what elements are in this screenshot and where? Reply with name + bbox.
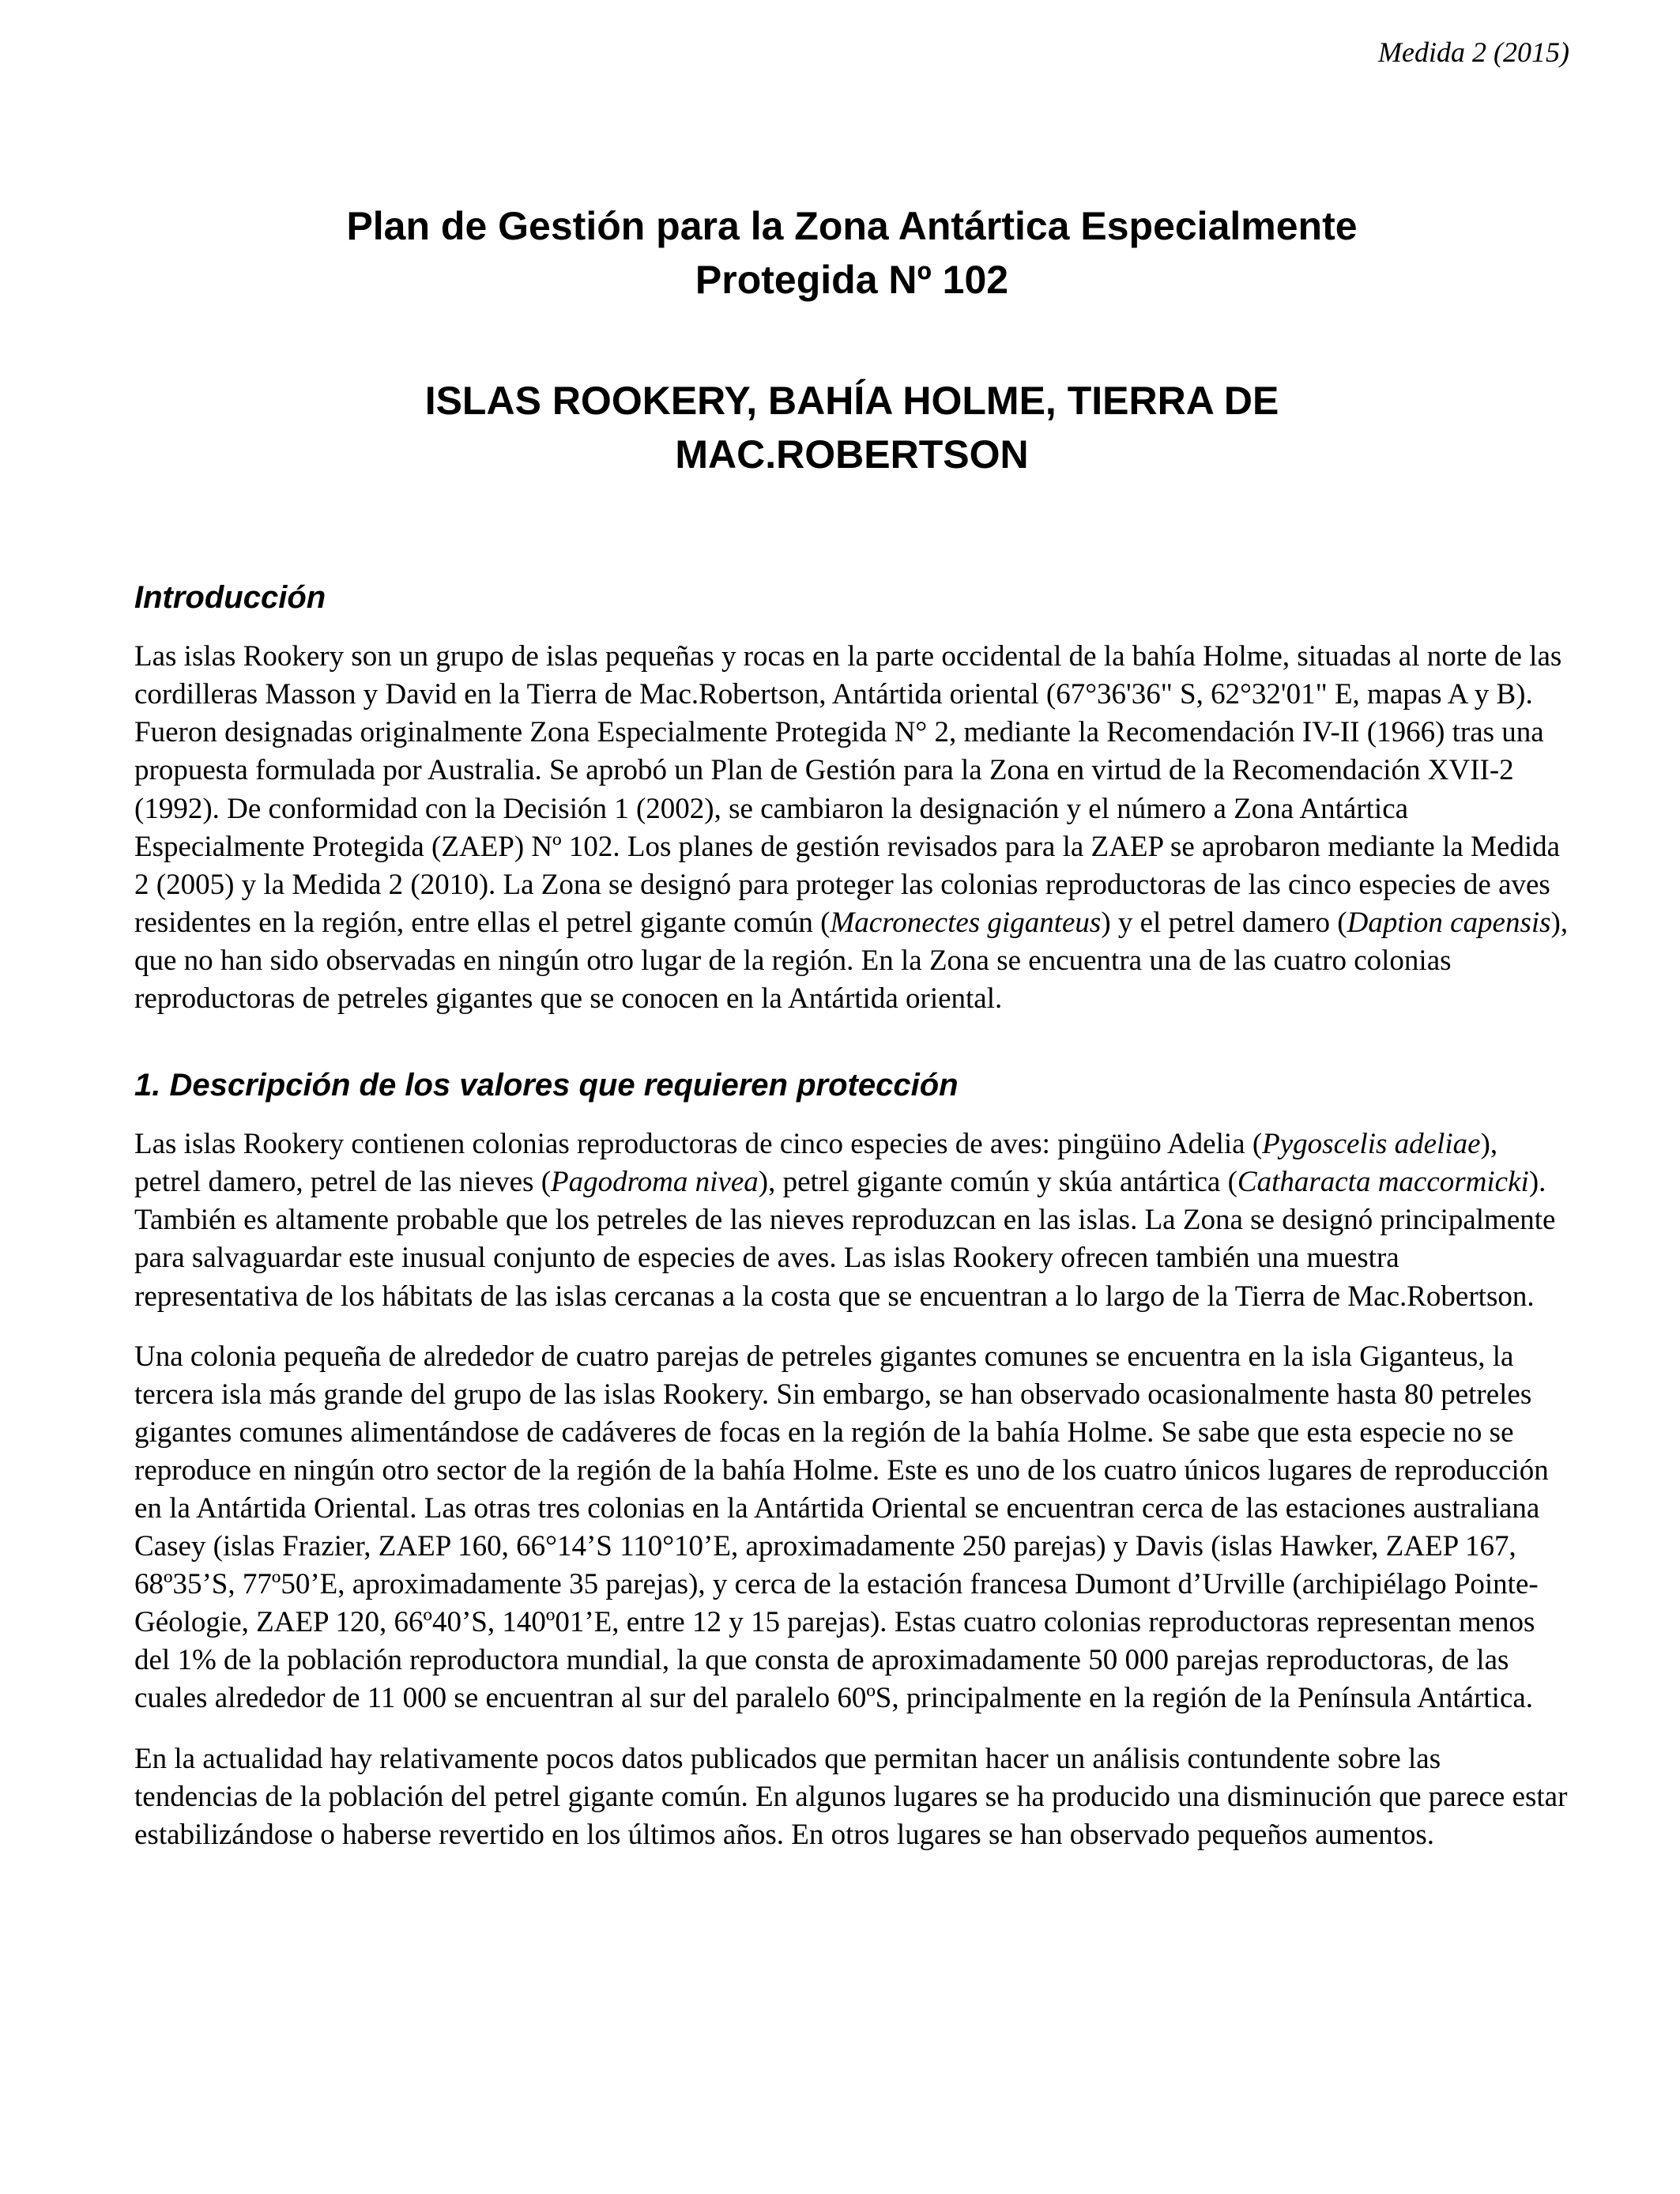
header-citation: Medida 2 (2015) [1378, 36, 1569, 68]
document-subtitle: ISLAS ROOKERY, BAHÍA HOLME, TIERRA DE MAC.ROBERTSON [424, 379, 1279, 477]
section-heading-values: 1. Descripción de los valores que requieren protección [134, 1068, 959, 1103]
section-introduction [134, 578, 1569, 1018]
paragraph: Las islas Rookery son un grupo de islas pequeñas y rocas en la parte occidental de la bahía Holme, situadas al norte de las cordilleras Masson y David en la Tierra de Mac.Robertson, Antártida oriental (67°36'36" S, 62°32'01" E, mapas A y B). Fueron designadas originalmente Zona Especialmente Protegida N° 2, mediante la Recomendación IV-II (1966) tras una propuesta formulada por Australia. Se aprobó un Plan de Gestión para la Zona en virtud de la Recomendación XVII-2 (1992). De conformidad con la Decisión 1 (2002), se cambiaron la designación y el número a Zona Antártica Especialmente Protegida (ZAEP) Nº 102. Los planes de gestión revisados para la ZAEP se aprobaron mediante la Medida 2 (2005) y la Medida 2 (2010). La Zona se designó para proteger las colonias reproductoras de las cinco especies de aves residentes en la región, entre ellas el petrel gigante común (Macronectes giganteus) y el petrel damero (Daption capensis), que no han sido observadas en ningún otro lugar de la región. En la Zona se encuentra una de las cuatro colonias reproductoras de petreles gigantes que se conocen en la Antártida oriental. [134, 640, 1569, 1016]
section-heading-introduction: Introducción [134, 580, 326, 616]
page-header [134, 36, 1569, 70]
title-block [134, 200, 1569, 481]
document-title: Plan de Gestión para la Zona Antártica Especialmente Protegida Nº 102 [346, 204, 1358, 302]
paragraph: Las islas Rookery contienen colonias reproductoras de cinco especies de aves: pingüino Adelia (Pygoscelis adeliae), petrel damero, petrel de las nieves (Pagodroma nivea), petrel gigante común y skúa antártica (Catharacta maccormicki). También es altamente probable que los petreles de las nieves reproduzcan en las islas. La Zona se designó principalmente para salvaguardar este inusual conjunto de especies de aves. Las islas Rookery ofrecen también una muestra representativa de los hábitats de las islas cercanas a la costa que se encuentran a lo largo de la Tierra de Mac.Robertson. [134, 1128, 1556, 1313]
paragraph: Una colonia pequeña de alrededor de cuatro parejas de petreles gigantes comunes se encuentra en la isla Giganteus, la tercera isla más grande del grupo de las islas Rookery. Sin embargo, se han observado ocasionalmente hasta 80 petreles gigantes comunes alimentándose de cadáveres de focas en la región de la bahía Holme. Se sabe que esta especie no se reproduce en ningún otro sector de la región de la bahía Holme. Este es uno de los cuatro únicos lugares de reproducción en la Antártida Oriental. Las otras tres colonias en la Antártida Oriental se encuentran cerca de las estaciones australiana Casey (islas Frazier, ZAEP 160, 66°14’S 110°10’E, aproximadamente 250 parejas) y Davis (islas Hawker, ZAEP 167, 68º35’S, 77º50’E, aproximadamente 35 parejas), y cerca de la estación francesa Dumont d’Urville (archipiélago Pointe-Géologie, ZAEP 120, 66º40’S, 140º01’E, entre 12 y 15 parejas). Estas cuatro colonias reproductoras representan menos del 1% de la población reproductora mundial, la que consta de aproximadamente 50 000 parejas reproductoras, de las cuales alrededor de 11 000 se encuentran al sur del paralelo 60ºS, principalmente en la región de la Península Antártica. [134, 1340, 1549, 1715]
paragraph: En la actualidad hay relativamente pocos datos publicados que permitan hacer un análisis contundente sobre las tendencias de la población del petrel gigante común. En algunos lugares se ha producido una disminución que parece estar estabilizándose o haberse revertido en los últimos años. En otros lugares se han observado pequeños aumentos. [134, 1742, 1568, 1851]
section-values [134, 1065, 1569, 1854]
